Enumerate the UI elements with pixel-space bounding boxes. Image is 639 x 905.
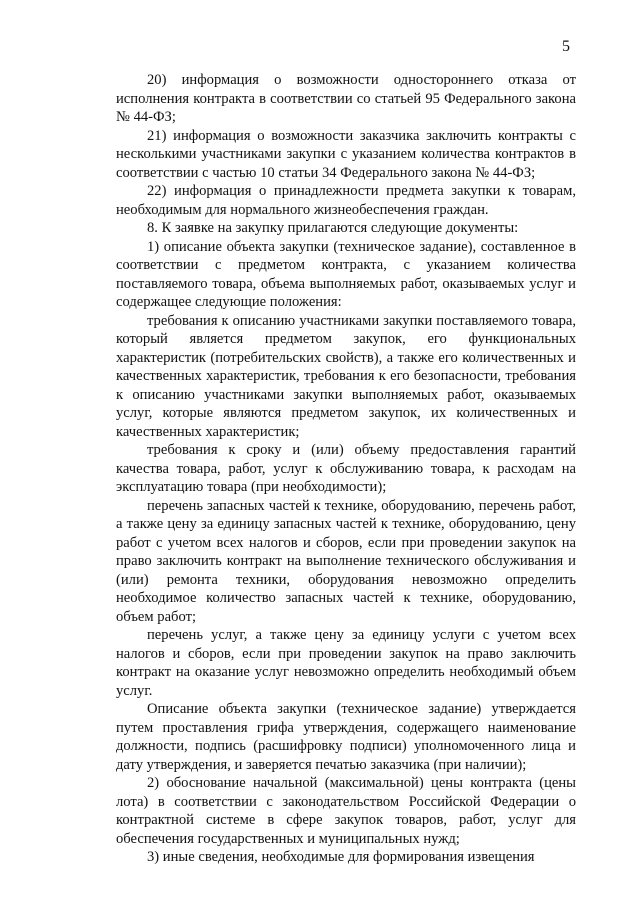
paragraph-approval: Описание объекта закупки (техническое задание) утверждается путем проставления грифа утверждения, содержащего наименование должности, подпись (расшифровку подписи) уполномоченного лица и дату утверждения, и заверяется печатью заказчика (при наличии); bbox=[116, 701, 576, 773]
document-body bbox=[116, 71, 576, 867]
paragraph-subitem-3: 3) иные сведения, необходимые для формирования извещения bbox=[147, 849, 535, 865]
paragraph-subitem-1: 1) описание объекта закупки (техническое задание), составленное в соответствии с предметом контракта, с указанием количества поставляемого товара, объема выполняемых работ, оказываемых услуг и содержащее следующие положения: bbox=[116, 238, 576, 310]
paragraph-requirements-goods: требования к описанию участниками закупки поставляемого товара, который является предметом закупок, его функциональных характеристик (потребительских свойств), а также его количественных и качественных характеристик, требования к его безопасности, требования к описанию участниками закупки выполняемых работ, оказываемых услуг, которые являются предметом закупок, их количественных и качественных характеристик; bbox=[116, 312, 576, 440]
page-number: 5 bbox=[562, 38, 570, 55]
paragraph-requirements-warranty: требования к сроку и (или) объему предоставления гарантий качества товара, работ, услуг к обслуживанию товара, к расходам на эксплуатацию товара (при необходимости); bbox=[116, 442, 576, 495]
paragraph-section-8: 8. К заявке на закупку прилагаются следующие документы: bbox=[147, 220, 519, 236]
paragraph-spare-parts-list: перечень запасных частей к технике, оборудованию, перечень работ, а также цену за единицу запасных частей к технике, оборудованию, цену работ с учетом всех налогов и сборов, если при проведении закупок на право заключить контракт на выполнение технического обслуживания и (или) ремонта техники, оборудования невозможно определить необходимое количество запасных частей к технике, оборудованию, объем работ; bbox=[116, 497, 576, 625]
paragraph-services-list: перечень услуг, а также цену за единицу услуги с учетом всех налогов и сборов, если при проведении закупок на право заключить контракт на оказание услуг невозможно определить необходимый объем услуг. bbox=[116, 627, 576, 699]
paragraph-item-22: 22) информация о принадлежности предмета закупки к товарам, необходимым для нормального жизнеобеспечения граждан. bbox=[116, 183, 576, 218]
paragraph-item-20: 20) информация о возможности одностороннего отказа от исполнения контракта в соответствии со статьей 95 Федерального закона № 44-ФЗ; bbox=[116, 72, 576, 125]
paragraph-item-21: 21) информация о возможности заказчика заключить контракты с несколькими участниками закупки с указанием количества контрактов в соответствии с частью 10 статьи 34 Федерального закона № 44-ФЗ; bbox=[116, 127, 576, 181]
paragraph-subitem-2: 2) обоснование начальной (максимальной) цены контракта (цены лота) в соответствии с законодательством Российской Федерации о контрактной системе в сфере закупок товаров, работ, услуг для обеспечения государственных и муниципальных нужд; bbox=[116, 775, 576, 847]
